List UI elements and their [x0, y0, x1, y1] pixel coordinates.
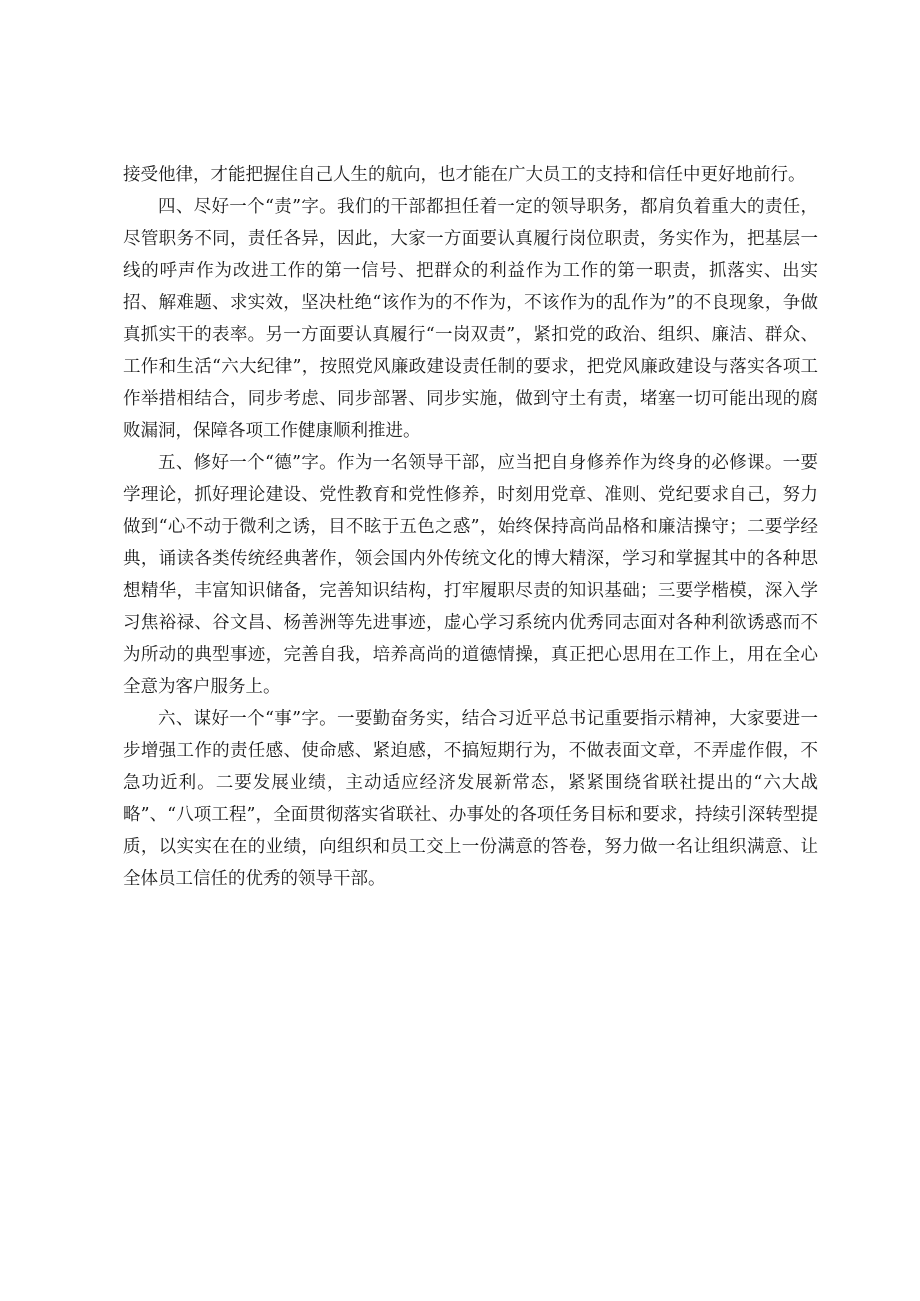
document-body — [123, 159, 818, 895]
paragraph-section-four: 四、尽好一个“责”字。我们的干部都担任着一定的领导职务，都肩负着重大的责任，尽管职务不同，责任各异，因此，大家一方面要认真履行岗位职责，务实作为，把基层一线的呼声作为改进工作的第一信号、把群众的利益作为工作的第一职责，抓落实、出实招、解难题、求实效，坚决杜绝“该作为的不作为，不该作为的乱作为”的不良现象，争做真抓实干的表率。另一方面要认真履行“一岗双责”，紧扣党的政治、组织、廉洁、群众、工作和生活“六大纪律”，按照党风廉政建设责任制的要求，把党风廉政建设与落实各项工作举措相结合，同步考虑、同步部署、同步实施，做到守土有责，堵塞一切可能出现的腐败漏洞，保障各项工作健康顺利推进。 — [123, 197, 818, 441]
paragraph-section-five: 五、修好一个“德”字。作为一名领导干部，应当把自身修养作为终身的必修课。一要学理论，抓好理论建设、党性教育和党性修养，时刻用党章、准则、党纪要求自己，努力做到“心不动于微利之诱，目不眩于五色之惑”，始终保持高尚品格和廉洁操守；二要学经典，诵读各类传统经典著作，领会国内外传统文化的博大精深，学习和掌握其中的各种思想精华，丰富知识储备，完善知识结构，打牢履职尽责的知识基础；三要学楷模，深入学习焦裕禄、谷文昌、杨善洲等先进事迹，虚心学习系统内优秀同志面对各种利欲诱惑而不为所动的典型事迹，完善自我，培养高尚的道德情操，真正把心思用在工作上，用在全心全意为客户服务上。 — [123, 453, 818, 697]
paragraph-section-six: 六、谋好一个“事”字。一要勤奋务实，结合习近平总书记重要指示精神，大家要进一步增强工作的责任感、使命感、紧迫感，不搞短期行为，不做表面文章，不弄虚作假，不急功近利。二要发展业绩，主动适应经济发展新常态，紧紧围绕省联社提出的“六大战略”、“八项工程”，全面贯彻落实省联社、办事处的各项任务目标和要求，持续引深转型提质，以实实在在的业绩，向组织和员工交上一份满意的答卷，努力做一名让组织满意、让全体员工信任的优秀的领导干部。 — [123, 709, 818, 889]
paragraph-continuation: 接受他律，才能把握住自己人生的航向，也才能在广大员工的支持和信任中更好地前行。 — [123, 165, 806, 185]
